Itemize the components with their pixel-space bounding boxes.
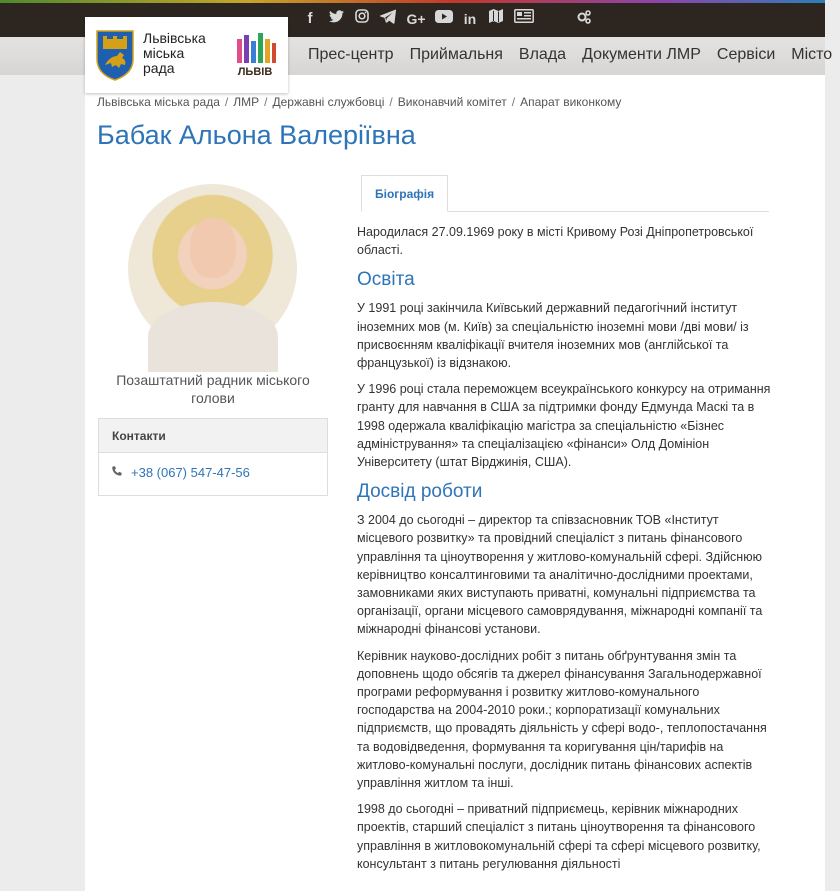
nav-item-reception[interactable]: Приймальня (409, 46, 503, 63)
biography-content (357, 223, 772, 881)
contact-phone-row (99, 453, 327, 492)
social-links (300, 9, 536, 29)
nav-item-city[interactable]: Місто (791, 46, 833, 63)
map-icon[interactable] (486, 9, 506, 29)
experience-paragraph: Керівник науково-дослідних робіт з питань обґрунтування змін та доповнень щодо обсягів та джерел фінансування Загальнодержавної програми реформування і розвитку житлово-комунального господарства на 2004-2010 роки.; корпоратизації комунальних підприємств, що провадять діяльність у сфері водо-, теплопостачання та водовідведення, формування та коригування цін/тарифів на житлово-комунальні послуги, дослідник питань фінансових аспектів управління житлом та інші. (357, 648, 767, 791)
lviv-logo-text: ЛЬВІВ (237, 66, 273, 78)
nav-item-authorities[interactable]: Влада (518, 46, 567, 63)
instagram-icon[interactable] (352, 9, 372, 29)
twitter-icon[interactable] (326, 9, 346, 29)
nav-item-documents[interactable]: Документи ЛМР (582, 46, 701, 63)
page-title: Бабак Альона Валеріївна (97, 120, 416, 150)
experience-heading: Досвід роботи (357, 481, 483, 503)
left-margin (0, 75, 85, 891)
breadcrumb: Львівська міська рада / ЛМР / Державні службовці / Виконавчий комітет / Апарат виконкому (97, 95, 622, 109)
telegram-icon[interactable] (378, 9, 398, 29)
tab-bar (361, 175, 769, 212)
breadcrumb-item[interactable]: Державні службовці (272, 95, 385, 109)
person-position: Позаштатний радник міського голови (116, 372, 310, 406)
logo-line-3: рада (143, 60, 175, 76)
education-paragraph: У 1996 році стала переможцем всеукраїнського конкурсу на отримання гранту для навчання в США за підтримки фонду Едмунда Маскі та в 1998 одержала кваліфікацію магістра за спеціальністю «Бізнес адміністрування» та спеціалізацією «фінанси» Олд Домініон Університету (штат Вірджинія, США). (357, 382, 771, 470)
news-icon[interactable] (512, 9, 536, 29)
nav-item-press-center[interactable]: Прес-центр (308, 46, 394, 63)
bio-intro: Народилася 27.09.1969 року в місті Кривому Розі Дніпропетровської області. (357, 225, 754, 258)
linkedin-icon[interactable]: in (463, 11, 477, 27)
facebook-icon[interactable]: f (307, 10, 313, 27)
education-paragraph: У 1991 році закінчила Київський державний педагогічний інститут іноземних мов (м. Київ) за спеціальністю іноземні мови /дві мови/ із присвоєнням кваліфікації вчителя іноземних мов (англійської та французької) із відзнакою. (357, 301, 749, 371)
site-logo[interactable] (85, 17, 288, 93)
experience-paragraph: 1998 до сьогодні – приватний підприємець, керівник міжнародних проектів, старший спеціаліст з питань ціноутворення та фінансового управління в житловокомунальній сфері та сфері місцевого розвитку, консультант з питань регулювання діяльності (357, 802, 761, 871)
contacts-box (98, 418, 328, 496)
color-stripe (0, 0, 825, 3)
phone-icon (111, 466, 122, 480)
main-navigation (300, 44, 840, 66)
logo-line-2: міська (143, 45, 185, 61)
tab-biography[interactable]: Біографія (361, 175, 448, 212)
logo-line-1: Львівська (143, 30, 206, 46)
settings-gear-icon[interactable] (574, 9, 594, 29)
breadcrumb-item[interactable]: Апарат виконкому (520, 95, 622, 109)
contacts-title: Контакти (99, 419, 327, 453)
google-plus-icon[interactable]: G+ (406, 11, 426, 27)
breadcrumb-item[interactable]: Виконавчий комітет (397, 95, 507, 109)
breadcrumb-item[interactable]: ЛМР (233, 95, 260, 109)
phone-link[interactable]: +38 (067) 547-47-56 (131, 465, 250, 480)
youtube-icon[interactable] (434, 9, 454, 29)
experience-paragraph: З 2004 до сьогодні – директор та співзасновник ТОВ «Інститут місцевого розвитку» та провідний спеціаліст з питань фінансового управління та ціноутворення у житлово-комунальній сфері. Здійснюю керівництво консалтинговими та аналітично-дослідними проектами, замовниками яких виступають приватні, комунальні підприємства та організації, органи місцевого самоврядування, міжнародні компанії та міжнародні фінансові установи. (357, 513, 763, 637)
breadcrumb-item[interactable]: Львівська міська рада (97, 95, 220, 109)
city-crest-icon (95, 29, 135, 81)
nav-item-services[interactable]: Сервіси (716, 46, 776, 63)
logo-text (143, 31, 206, 76)
person-photo (128, 184, 297, 353)
education-heading: Освіта (357, 269, 415, 291)
lviv-city-logo (233, 31, 277, 83)
